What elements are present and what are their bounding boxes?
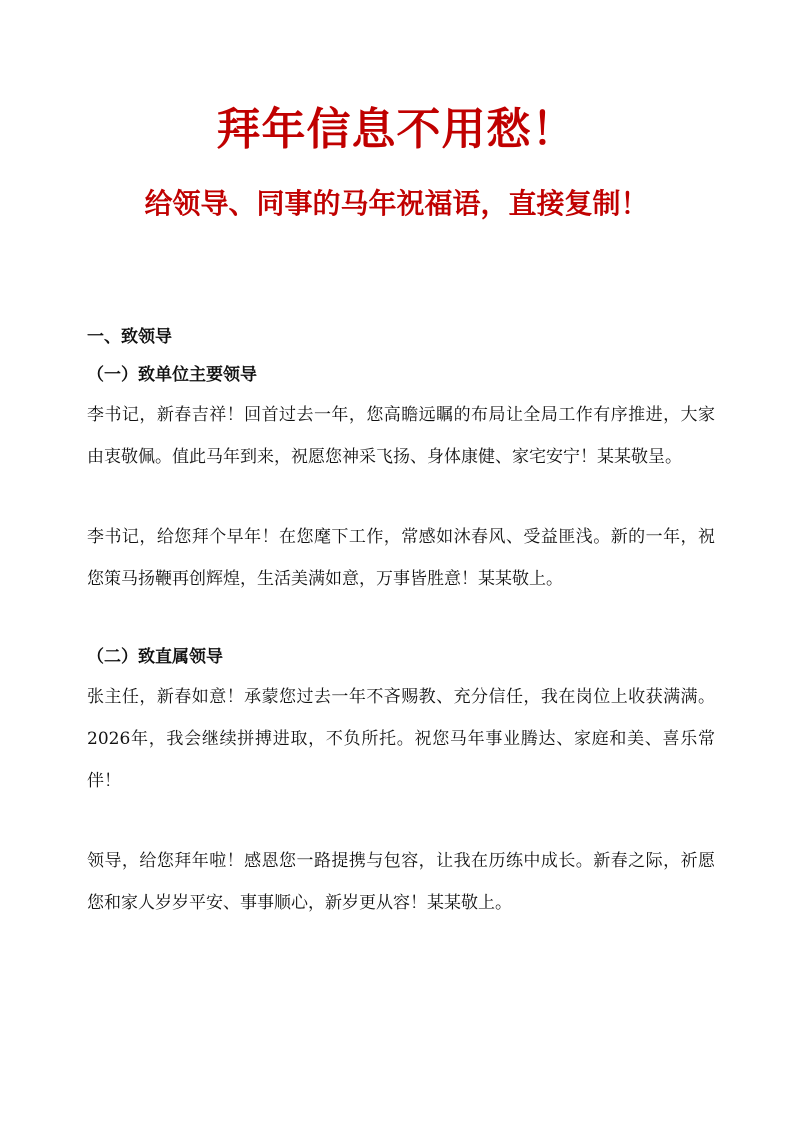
greeting-paragraph: 领导，给您拜年啦！感恩您一路提携与包容，让我在历练中成长。新春之际，祈愿您和家人岁岁平安、事事顺心，新岁更从容！某某敬上。	[87, 851, 715, 913]
section-heading-leaders: 一、致领导	[87, 327, 172, 347]
greeting-paragraph: 张主任，新春如意！承蒙您过去一年不吝赐教、充分信任，我在岗位上收获满满。2026年，我会继续拼搏进取，不负所托。祝您马年事业腾达、家庭和美、喜乐常伴！	[87, 687, 715, 791]
greeting-paragraph: 李书记，新春吉祥！回首过去一年，您高瞻远瞩的布局让全局工作有序推进，大家由衷敬佩。值此马年到来，祝愿您神采飞扬、身体康健、家宅安宁！某某敬呈。	[87, 405, 715, 467]
paragraph-spacer	[87, 600, 715, 638]
subsection-heading-main-leaders: （一）致单位主要领导	[87, 365, 257, 385]
document-subtitle: 给领导、同事的马年祝福语，直接复制！	[144, 187, 649, 220]
document-body	[87, 318, 715, 924]
greeting-paragraph: 李书记，给您拜个早年！在您麾下工作，常感如沐春风、受益匪浅。新的一年，祝您策马扬鞭再创辉煌，生活美满如意，万事皆胜意！某某敬上。	[87, 527, 715, 589]
paragraph-spacer	[87, 478, 715, 516]
subsection-heading-direct-leaders: （二）致直属领导	[87, 647, 223, 667]
document-title: 拜年信息不用愁！	[216, 104, 577, 155]
paragraph-spacer	[87, 802, 715, 840]
